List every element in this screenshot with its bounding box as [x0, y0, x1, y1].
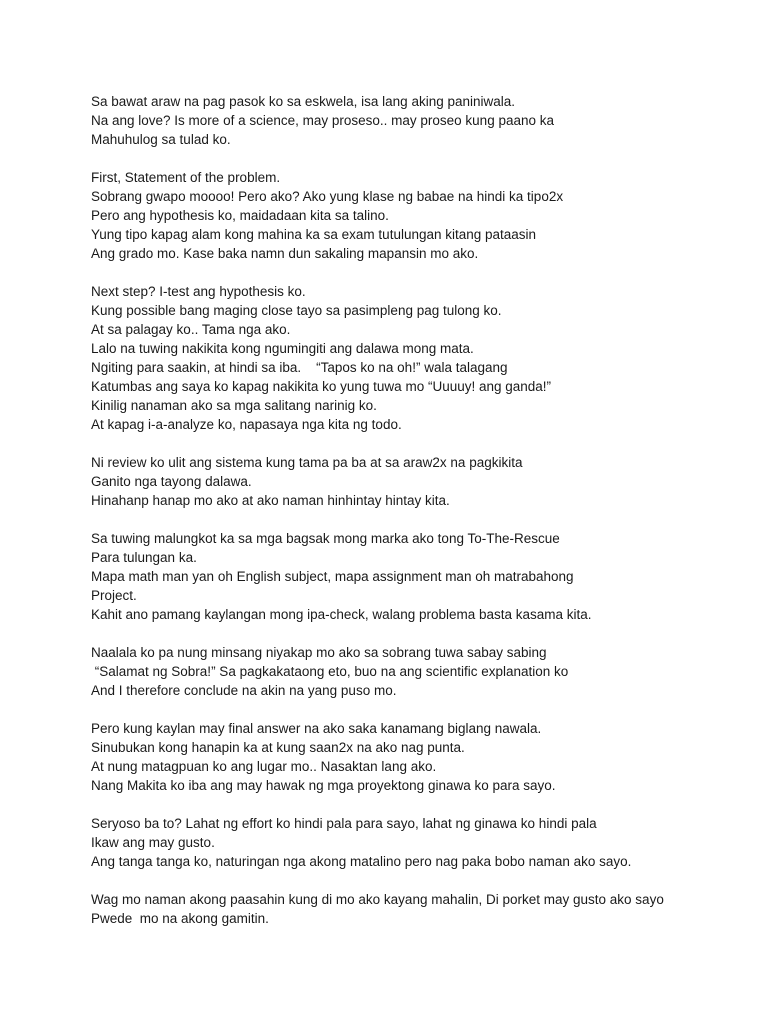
text-line: Kung possible bang maging close tayo sa pasimpleng pag tulong ko. [91, 303, 502, 318]
text-line: Sobrang gwapo moooo! Pero ako? Ako yung klase ng babae na hindi ka tipo2x [91, 189, 564, 204]
text-line: Next step? I-test ang hypothesis ko. [91, 284, 306, 299]
text-line: Seryoso ba to? Lahat ng effort ko hindi pala para sayo, lahat ng ginawa ko hindi pala [91, 816, 597, 831]
paragraph [91, 643, 731, 700]
text-line: Lalo na tuwing nakikita kong ngumingiti ang dalawa mong mata. [91, 341, 474, 356]
text-line: Sa tuwing malungkot ka sa mga bagsak mong marka ako tong To-The-Rescue [91, 531, 560, 546]
paragraph [91, 453, 731, 510]
text-line: Sinubukan kong hanapin ka at kung saan2x na ako nag punta. [91, 740, 465, 755]
text-line: Ang grado mo. Kase baka namn dun sakaling mapansin mo ako. [91, 246, 479, 261]
text-line: Mahuhulog sa tulad ko. [91, 132, 231, 147]
text-line: Mapa math man yan oh English subject, mapa assignment man oh matrabahong [91, 569, 574, 584]
text-line: At sa palagay ko.. Tama nga ako. [91, 322, 291, 337]
text-line: Sa bawat araw na pag pasok ko sa eskwela, isa lang aking paniniwala. [91, 94, 516, 109]
paragraph [91, 890, 731, 928]
text-line: Wag mo naman akong paasahin kung di mo ako kayang mahalin, Di porket may gusto ako sayo [91, 892, 664, 907]
text-line: And I therefore conclude na akin na yang puso mo. [91, 683, 397, 698]
text-line: Na ang love? Is more of a science, may proseso.. may proseo kung paano ka [91, 113, 555, 128]
paragraph [91, 92, 731, 149]
document-body [91, 92, 731, 947]
text-line: First, Statement of the problem. [91, 170, 281, 185]
text-line: Para tulungan ka. [91, 550, 197, 565]
text-line: Nang Makita ko iba ang may hawak ng mga proyektong ginawa ko para sayo. [91, 778, 556, 793]
text-line: Katumbas ang saya ko kapag nakikita ko yung tuwa mo “Uuuuy! ang ganda!” [91, 379, 552, 394]
text-line: At nung matagpuan ko ang lugar mo.. Nasaktan lang ako. [91, 759, 437, 774]
text-line: Ikaw ang may gusto. [91, 835, 215, 850]
paragraph [91, 719, 731, 795]
text-line: Ni review ko ulit ang sistema kung tama pa ba at sa araw2x na pagkikita [91, 455, 523, 470]
paragraph [91, 168, 731, 263]
text-line: Pero ang hypothesis ko, maidadaan kita sa talino. [91, 208, 389, 223]
paragraph [91, 529, 731, 624]
text-line: Naalala ko pa nung minsang niyakap mo ako sa sobrang tuwa sabay sabing [91, 645, 547, 660]
paragraph [91, 814, 731, 871]
text-line: Kinilig nanaman ako sa mga salitang narinig ko. [91, 398, 377, 413]
text-line: Yung tipo kapag alam kong mahina ka sa exam tutulungan kitang pataasin [91, 227, 537, 242]
text-line: Hinahanp hanap mo ako at ako naman hinhintay hintay kita. [91, 493, 450, 508]
text-line: Pero kung kaylan may final answer na ako saka kanamang biglang nawala. [91, 721, 542, 736]
paragraph [91, 282, 731, 434]
text-line: At kapag i-a-analyze ko, napasaya nga kita ng todo. [91, 417, 402, 432]
text-line: Ngiting para saakin, at hindi sa iba. “Tapos ko na oh!” wala talagang [91, 360, 508, 375]
text-line: Pwede mo na akong gamitin. [91, 911, 269, 926]
text-line: Ang tanga tanga ko, naturingan nga akong matalino pero nag paka bobo naman ako sayo. [91, 854, 632, 869]
text-line: Ganito nga tayong dalawa. [91, 474, 252, 489]
text-line: “Salamat ng Sobra!” Sa pagkakataong eto, buo na ang scientific explanation ko [91, 664, 569, 679]
text-line: Project. [91, 588, 137, 603]
text-line: Kahit ano pamang kaylangan mong ipa-check, walang problema basta kasama kita. [91, 607, 592, 622]
